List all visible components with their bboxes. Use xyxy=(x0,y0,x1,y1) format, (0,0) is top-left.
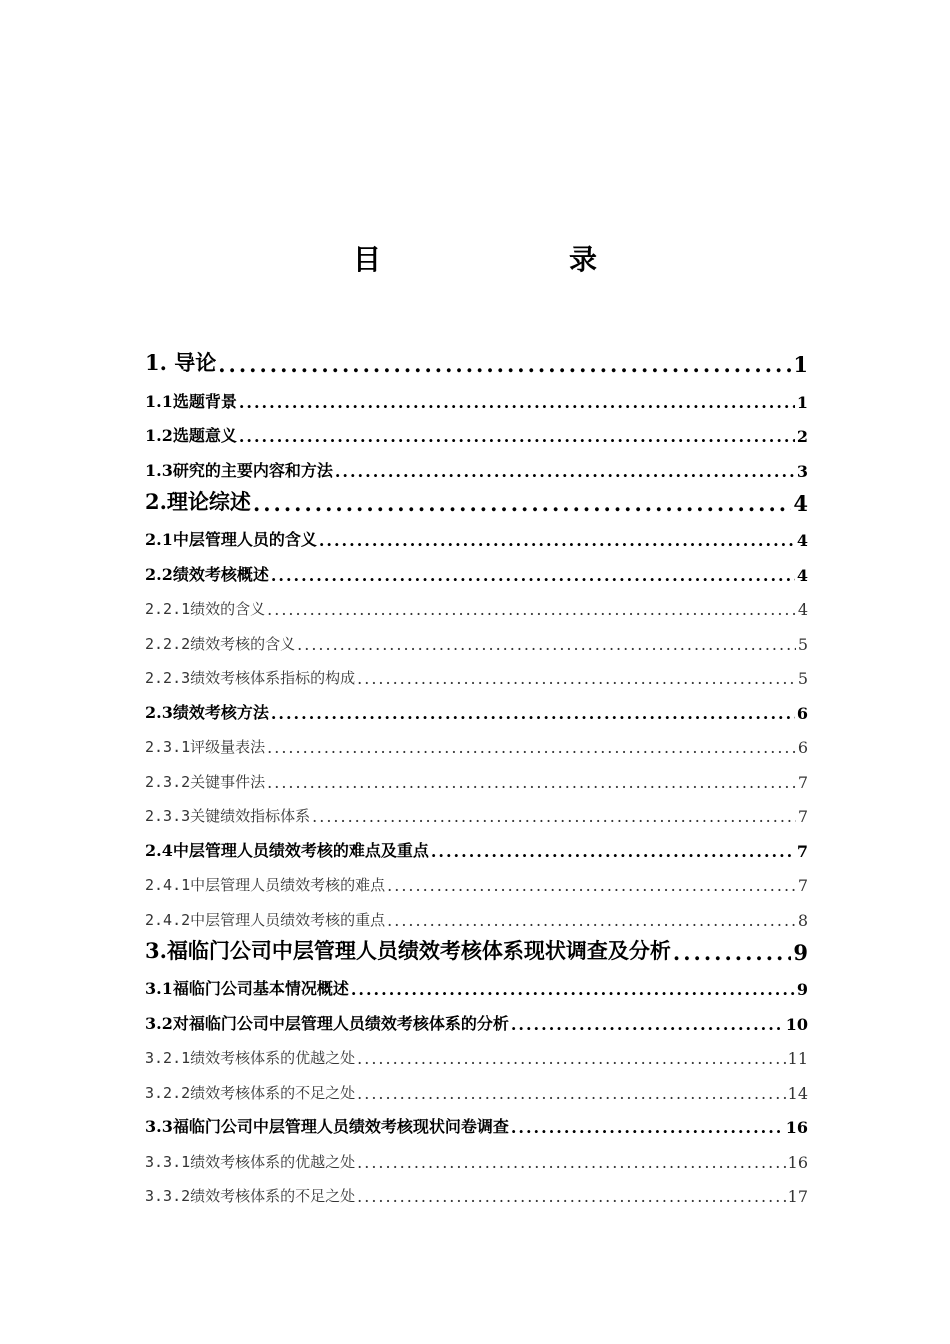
toc-dot-leader xyxy=(267,738,796,757)
toc-dot-leader xyxy=(239,393,795,412)
toc-entry-label: 2.2绩效考核概述 xyxy=(145,564,269,584)
toc-entry-label: 3.福临门公司中层管理人员绩效考核体系现状调查及分析 xyxy=(145,937,671,963)
toc-page-number: 1 xyxy=(796,392,808,412)
toc-dot-leader xyxy=(431,842,795,861)
toc-entry[interactable] xyxy=(145,619,808,654)
toc-page-number: 7 xyxy=(797,876,808,895)
toc-page-number: 4 xyxy=(793,490,808,516)
toc-page-number: 9 xyxy=(793,939,808,965)
toc-dot-leader xyxy=(312,807,796,826)
toc-entry-label: 1. 导论 xyxy=(145,350,217,375)
toc-page-number: 4 xyxy=(797,600,808,619)
toc-dot-leader xyxy=(387,911,796,930)
toc-entry-label: 2.2.2绩效考核的含义 xyxy=(145,634,296,653)
toc-entry-label: 2.4.1中层管理人员绩效考核的难点 xyxy=(145,876,386,894)
toc-entry-label: 2.2.3绩效考核体系指标的构成 xyxy=(145,669,356,687)
toc-page-number: 17 xyxy=(787,1187,808,1206)
toc-dot-leader xyxy=(351,980,795,999)
toc-dot-leader xyxy=(297,635,796,654)
toc-page-number: 3 xyxy=(796,461,808,481)
toc-page-number: 6 xyxy=(796,703,808,723)
toc-dot-leader xyxy=(357,1049,785,1068)
toc-dot-leader xyxy=(218,352,791,377)
toc-entry[interactable] xyxy=(145,757,808,792)
toc-page-number: 7 xyxy=(797,772,808,792)
toc-page-number: 2 xyxy=(796,427,808,446)
toc-entry-label: 3.2.2绩效考核体系的不足之处 xyxy=(145,1083,356,1102)
toc-entry[interactable] xyxy=(145,412,808,447)
toc-page-number: 7 xyxy=(797,807,808,826)
toc-entry[interactable] xyxy=(145,481,808,516)
toc-entry-label: 2.3绩效考核方法 xyxy=(145,702,269,722)
toc-dot-leader xyxy=(357,1187,785,1206)
toc-entry[interactable] xyxy=(145,342,808,377)
toc-page-number: 6 xyxy=(797,738,808,757)
table-of-contents xyxy=(145,342,808,1206)
toc-dot-leader xyxy=(335,462,795,481)
toc-dot-leader xyxy=(511,1118,784,1137)
toc-entry[interactable] xyxy=(145,585,808,620)
toc-page-number: 1 xyxy=(793,352,808,377)
toc-entry-label: 1.2选题意义 xyxy=(145,426,237,445)
toc-page-number: 7 xyxy=(796,841,808,861)
toc-dot-leader xyxy=(319,531,795,550)
toc-entry-label: 3.3福临门公司中层管理人员绩效考核现状问卷调查 xyxy=(145,1117,509,1136)
toc-page-number: 4 xyxy=(796,531,808,550)
toc-entry-label: 3.3.1绩效考核体系的优越之处 xyxy=(145,1152,356,1171)
toc-entry-label: 1.3研究的主要内容和方法 xyxy=(145,460,333,480)
toc-entry[interactable] xyxy=(145,688,808,723)
toc-entry[interactable] xyxy=(145,1034,808,1069)
toc-entry[interactable] xyxy=(145,1172,808,1207)
toc-page-number: 8 xyxy=(797,910,808,930)
toc-entry[interactable] xyxy=(145,965,808,1000)
toc-entry-label: 2.1中层管理人员的含义 xyxy=(145,530,317,549)
toc-dot-leader xyxy=(267,773,796,792)
toc-entry[interactable] xyxy=(145,654,808,689)
toc-dot-leader xyxy=(271,566,795,585)
toc-entry[interactable] xyxy=(145,895,808,930)
toc-page-number: 5 xyxy=(797,634,808,654)
toc-dot-leader xyxy=(267,600,796,619)
toc-entry[interactable] xyxy=(145,377,808,412)
toc-entry[interactable] xyxy=(145,446,808,481)
toc-entry-label: 2.3.3关键绩效指标体系 xyxy=(145,807,311,825)
toc-entry[interactable] xyxy=(145,723,808,758)
toc-dot-leader xyxy=(357,1153,785,1172)
toc-dot-leader xyxy=(253,491,791,516)
toc-entry[interactable] xyxy=(145,1103,808,1138)
toc-dot-leader xyxy=(271,704,795,723)
toc-entry-label: 2.2.1绩效的含义 xyxy=(145,600,266,618)
toc-dot-leader xyxy=(511,1015,784,1034)
toc-page-number: 16 xyxy=(787,1152,808,1172)
toc-entry-label: 2.4中层管理人员绩效考核的难点及重点 xyxy=(145,840,429,860)
toc-entry[interactable] xyxy=(145,826,808,861)
toc-entry-label: 1.1选题背景 xyxy=(145,391,237,411)
toc-page-number: 5 xyxy=(797,669,808,688)
toc-entry-label: 2.3.2关键事件法 xyxy=(145,772,266,791)
toc-entry-label: 2.理论综述 xyxy=(145,488,251,514)
toc-entry-label: 3.2对福临门公司中层管理人员绩效考核体系的分析 xyxy=(145,1013,509,1033)
toc-entry-label: 3.1福临门公司基本情况概述 xyxy=(145,979,349,998)
toc-entry[interactable] xyxy=(145,1068,808,1103)
toc-entry[interactable] xyxy=(145,861,808,896)
toc-page-number: 10 xyxy=(785,1014,808,1034)
toc-dot-leader xyxy=(239,427,795,446)
toc-entry-label: 3.3.2绩效考核体系的不足之处 xyxy=(145,1187,356,1205)
toc-entry[interactable] xyxy=(145,999,808,1034)
toc-entry[interactable] xyxy=(145,792,808,827)
toc-entry[interactable] xyxy=(145,550,808,585)
toc-dot-leader xyxy=(673,940,791,965)
toc-dot-leader xyxy=(387,876,796,895)
toc-entry-label: 2.3.1评级量表法 xyxy=(145,738,266,756)
toc-entry[interactable] xyxy=(145,1137,808,1172)
toc-page-number: 11 xyxy=(787,1049,808,1068)
toc-page-number: 4 xyxy=(796,565,808,585)
toc-dot-leader xyxy=(357,669,796,688)
toc-title: 目 录 xyxy=(352,243,641,276)
toc-dot-leader xyxy=(357,1084,785,1103)
toc-entry[interactable] xyxy=(145,516,808,551)
toc-page-number: 16 xyxy=(785,1118,808,1137)
toc-entry[interactable] xyxy=(145,930,808,965)
toc-entry-label: 3.2.1绩效考核体系的优越之处 xyxy=(145,1049,356,1067)
toc-page-number: 9 xyxy=(796,980,808,999)
toc-entry-label: 2.4.2中层管理人员绩效考核的重点 xyxy=(145,910,386,929)
toc-page-number: 14 xyxy=(787,1083,808,1103)
